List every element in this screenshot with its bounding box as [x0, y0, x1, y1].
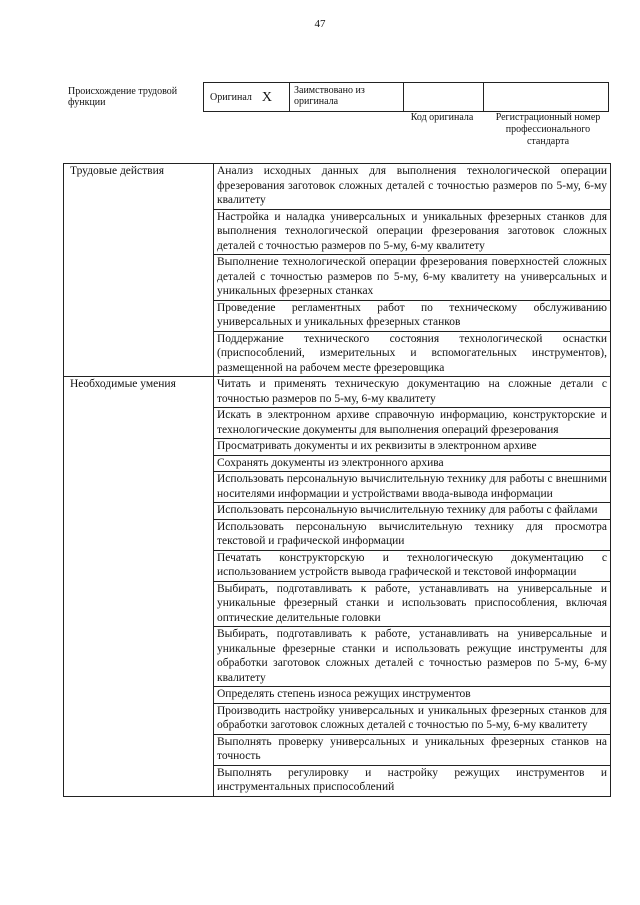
code-caption: Код оригинала: [410, 112, 474, 123]
table-cell: Использовать персональную вычислительную технику для просмотра текстовой и графической информации: [214, 519, 611, 550]
table-cell: Выбирать, подготавливать к работе, устанавливать на универсальные и уникальные фрезерные станки и использовать режущие инструменты для обработки заготовок сложных деталей с точностью размеров по 5-му, 6-му квалитету: [214, 627, 611, 687]
table-cell: Искать в электронном архиве справочную информацию, конструкторские и технологические документы для выполнения операций фрезерования: [214, 408, 611, 439]
original-mark: X: [261, 89, 273, 105]
table-cell: Анализ исходных данных для выполнения технологической операции фрезерования заготовок сложных деталей с точностью размеров по 5-му, 6-му квалитету: [214, 164, 611, 210]
table-cell: Читать и применять техническую документацию на сложные детали с точностью размеров по 5-му, 6-му квалитету: [214, 377, 611, 408]
table-cell: Сохранять документы из электронного архива: [214, 455, 611, 472]
borrowed-label: Заимствовано из оригинала: [294, 85, 365, 107]
borrowed-cell: [290, 83, 404, 111]
table-cell: Выполнение технологической операции фрезерования поверхностей сложных деталей с точностью размеров по 5-му, 6-му квалитету на универсальных и уникальных фрезерных станках: [214, 255, 611, 301]
table-row: [64, 377, 611, 408]
section-title: Необходимые умения: [64, 377, 214, 797]
table-cell: Поддержание технического состояния технологической оснастки (приспособлений, измерительных и вспомогательных инструментов), размещенной на рабочем месте фрезеровщика: [214, 331, 611, 377]
section-title: Трудовые действия: [64, 164, 214, 377]
table-cell: Выбирать, подготавливать к работе, устанавливать на универсальные и уникальные фрезерный станки и использовать приспособления, включая оптические делительные головки: [214, 581, 611, 627]
original-label: Оригинал: [210, 91, 252, 103]
table-cell: Проведение регламентных работ по техническому обслуживанию универсальных и уникальных фрезерных станков: [214, 300, 611, 331]
function-table: [63, 163, 611, 797]
origin-grid: [203, 82, 609, 112]
table-cell: Печатать конструкторскую и технологическую документацию с использованием устройств вывода графической и текстовой информации: [214, 550, 611, 581]
table-cell: Выполнять регулировку и настройку режущих инструментов и инструментальных приспособлений: [214, 765, 611, 796]
origin-label: Происхождение трудовой функции: [68, 86, 178, 108]
table-cell: Выполнять проверку универсальных и уникальных фрезерных станков на точность: [214, 734, 611, 765]
table-cell: Производить настройку универсальных и уникальных фрезерных станков для обработки заготовок сложных деталей с точностью по 5-му, 6-му квалитету: [214, 703, 611, 734]
original-cell: [204, 83, 290, 111]
page-number: 47: [314, 18, 326, 30]
table-cell: Просматривать документы и их реквизиты в электронном архиве: [214, 439, 611, 456]
registration-cell: [484, 83, 609, 111]
table-row: [64, 164, 611, 210]
registration-caption: Регистрационный номер профессионального стандарта: [495, 112, 601, 147]
table-cell: Настройка и наладка универсальных и уникальных фрезерных станков для выполнения технологической операции фрезерования заготовок сложных деталей с точностью размеров по 5-му, 6-му квалитету: [214, 209, 611, 255]
code-cell: [404, 83, 484, 111]
table-cell: Использовать персональную вычислительную технику для работы с внешними носителями информации и устройствами ввода-вывода информации: [214, 472, 611, 503]
table-cell: Определять степень износа режущих инструментов: [214, 687, 611, 704]
table-cell: Использовать персональную вычислительную технику для работы с файлами: [214, 503, 611, 520]
